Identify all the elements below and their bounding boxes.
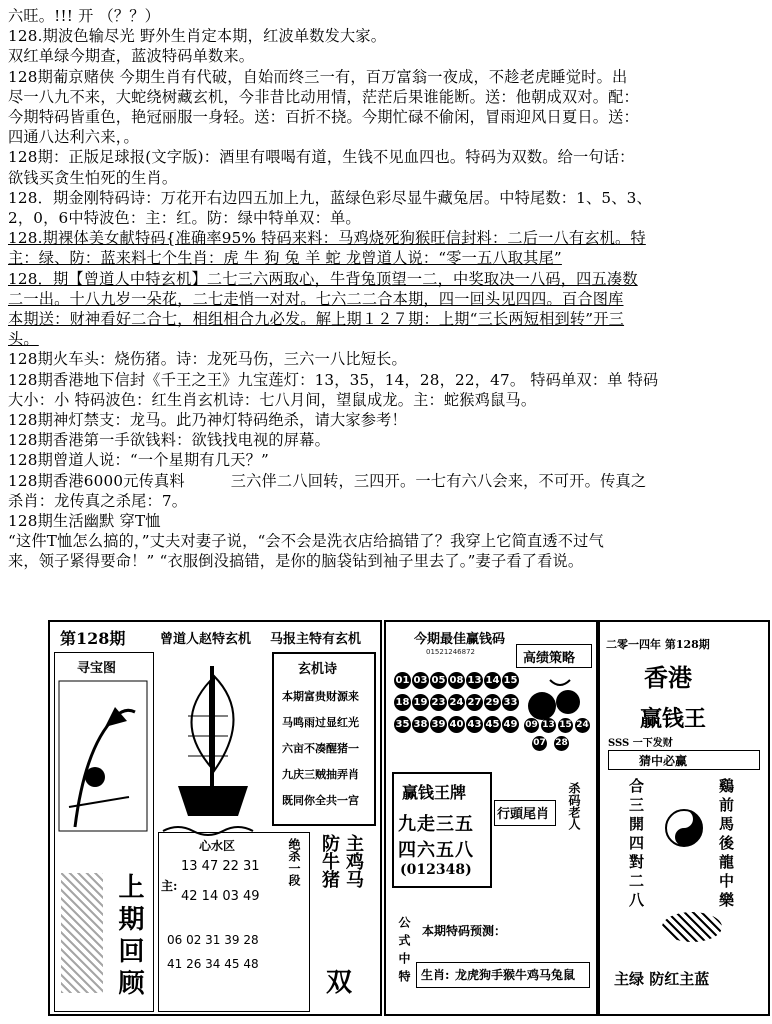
line-21: 128期神灯禁支：龙马。此乃神灯特码绝杀，请大家参考！ [8, 411, 407, 430]
line-2: 128.期波色输尽光 野外生肖定本期，红波单数发大家。 [8, 27, 387, 46]
small-ball: 09 [524, 718, 539, 733]
line-9: 欲钱买贪生怕死的生肖。 [8, 168, 178, 187]
line-26: 128期生活幽默 穿T恤 [8, 512, 161, 531]
mid-subline: 01521246872 [426, 648, 475, 656]
win-label: 猜中必赢 [639, 754, 688, 768]
poem-line-3: 六亩不凑醒猪一 [282, 742, 359, 755]
ball: 33 [502, 694, 519, 711]
right-date: 二零一四年 第128期 [606, 638, 710, 651]
line-14: 128．期【曾道人中特玄机】二七三六两取心，牛背兔顶望一二，中奖取决一八码，四五凑数 [8, 269, 638, 288]
zodiac-label: 生肖: [421, 968, 450, 982]
line-13: 主：绿、防：蓝来料七个生肖：虎 牛 狗 兔 羊 蛇 龙曾道人说：“零一五八取其尾” [8, 249, 562, 268]
card-nums: (012348) [400, 862, 472, 878]
line-3: 双红单绿今期查，蓝波特码单数来。 [8, 47, 255, 66]
card-row-1: 九走三五 [398, 814, 474, 835]
line-22: 128期香港第一手欲钱料：欲钱找电视的屏幕。 [8, 431, 330, 450]
small-balls [524, 718, 594, 758]
line-5: 尽一八九不来，大蛇绕树藏玄机，今非昔比动用情，茫茫后果谁能断。送：他朝成双对。配： [8, 87, 639, 106]
ball: 23 [430, 694, 447, 711]
line-24-a: 128期香港6000元传真料 [8, 471, 185, 490]
line-23: 128期曾道人说：“一个星期有几天？” [8, 451, 269, 470]
ball-grid [394, 672, 518, 752]
ball: 45 [484, 716, 501, 733]
poem-box [272, 652, 376, 826]
poem-line-5: 既同你全共一宫 [282, 794, 359, 807]
zodiac-box [416, 962, 590, 988]
bird-illustration [662, 912, 722, 942]
predict-label: 本期特码预测： [422, 924, 507, 938]
treasure-title: 寻宝图 [77, 661, 117, 676]
heart-row-4: 41 26 34 45 48 [167, 957, 259, 971]
recap-pattern [61, 873, 103, 993]
line-6: 今期特码皆重色，艳冠丽服一身轻。送：百折不挠。今期忙碌不偷闲，冒雨迎风日夏日。送： [8, 108, 639, 127]
recap-label: 上期回顾 [114, 873, 144, 1001]
small-ball: 13 [541, 718, 556, 733]
verse-left: 合三開四對二八 [627, 778, 645, 911]
ball: 01 [394, 672, 411, 689]
ball: 39 [430, 716, 447, 733]
heart-row-2: 42 14 03 49 [181, 889, 260, 904]
line-7: 四通八达利六来，。 [8, 128, 139, 147]
line-27: “这件T恤怎么搞的，”丈夫对妻子说，“会不会是洗衣店给搞错了？我穿上它简直透不过气 [8, 532, 604, 551]
issue-label: 第128期 [60, 629, 126, 648]
ball: 14 [484, 672, 501, 689]
line-20: 大小：小 特码波色：红生肖玄机诗：七八月间，望鼠成龙。主：蛇猴鸡鼠马。 [8, 390, 537, 409]
line-28: 来，领子紧得要命！” “衣服倒没搞错，是你的脑袋钻到袖子里去了。”妻子看了看说。 [8, 552, 584, 571]
zodiac-list: 龙虎狗手猴牛鸡马兔鼠 [455, 968, 576, 982]
line-17: 头。 [8, 330, 39, 349]
line-16: 本期送：财神看好二合七，相组相合九必发。解上期１２７期：上期“三长两短相到转”开三 [8, 310, 625, 329]
ball: 38 [412, 716, 429, 733]
line-11: 2，0，6中特波色：主：红。防：绿中特单双：单。 [8, 209, 361, 228]
heart-row-1: 13 47 22 31 [181, 859, 260, 874]
ball: 19 [412, 694, 429, 711]
line-24 [8, 471, 766, 491]
small-ball: 28 [554, 736, 569, 751]
poem-line-1: 本期富贵财源来 [282, 690, 359, 703]
right-title: 赢钱王 [640, 706, 707, 732]
ball: 49 [502, 716, 519, 733]
title-zeng: 曾道人赵特玄机 [160, 632, 252, 647]
yin-yang-icon [664, 808, 704, 848]
head-tail-box [494, 800, 556, 826]
heart-main-label: 主: [161, 879, 178, 893]
title-horse: 马报主特有玄机 [270, 632, 362, 647]
line-18: 128期火车头：烧伤猪。诗：龙死马伤，三六一八比短长。 [8, 350, 407, 369]
small-ball: 07 [532, 736, 547, 751]
strategy-box [516, 644, 592, 668]
double-badge: 双 [326, 968, 353, 998]
ball: 35 [394, 716, 411, 733]
line-10: 128．期金刚特码诗：万花开右边四五加上九，蓝绿色彩尽显牛藏兔居。中特尾数：1、5、3、 [8, 188, 652, 207]
ball: 27 [466, 694, 483, 711]
line-8: 128期：正版足球报(文字版)：酒里有喂喝有道，生钱不见血四也。特码为双数。给一句话： [8, 148, 635, 167]
right-region: 香港 [644, 663, 692, 692]
verse-right: 鷄前馬後龍中樂 [717, 778, 735, 911]
panel-mid [384, 620, 598, 1016]
right-bottom: 主绿 防红主蓝 [614, 970, 710, 988]
card-title: 赢钱王牌 [402, 783, 467, 802]
formula-label: 公式中特 [397, 916, 411, 988]
heart-zone-title: 心水区 [199, 839, 236, 853]
panel-left [48, 620, 382, 1016]
panel-right [598, 620, 770, 1016]
winning-card [392, 772, 492, 888]
line-24-b: 三六伴二八回转，三四开。一七有六八会来，不可开。传真之 [230, 471, 647, 490]
line-12: 128.期裸体美女献特码{准确率95% 特码来料：马鸡烧死狗猴旺信封料：二后一八有玄机。特 [8, 229, 646, 248]
ball: 18 [394, 694, 411, 711]
ball: 08 [448, 672, 465, 689]
ship-icon [158, 656, 268, 846]
head-tail-label: 行頭尾肖 [497, 807, 550, 822]
ball: 13 [466, 672, 483, 689]
treasure-illustration [55, 677, 151, 837]
ball: 05 [430, 672, 447, 689]
line-25: 杀肖：龙传真之杀尾：7。 [8, 491, 188, 510]
strategy-title: 高绩策略 [523, 651, 576, 666]
poem-title: 玄机诗 [298, 662, 338, 677]
ball: 03 [412, 672, 429, 689]
main-animals: 主鸡马 [343, 834, 364, 888]
poem-line-2: 马鸣雨过显红光 [282, 716, 359, 729]
poem-line-4: 九庆三贼抽弄肖 [282, 768, 359, 781]
line-15: 二一出。十八九岁一朵花，二七走悄一对对。七六二二合本期，四一回头见四四。百合图库 [8, 289, 624, 308]
ball: 15 [502, 672, 519, 689]
win-banner [608, 750, 760, 770]
small-ball: 15 [558, 718, 573, 733]
ball: 29 [484, 694, 501, 711]
line-1: 六旺。!!! 开 （？？） [8, 7, 161, 25]
article [8, 6, 766, 572]
killer-label: 杀码老人 [567, 782, 581, 830]
card-row-2: 四六五八 [398, 840, 474, 861]
line-4: 128期葡京赌侠 今期生肖有代破，自始而终三一有，百万富翁一夜成，不趁老虎睡觉时。出 [8, 67, 628, 86]
line-19: 128期香港地下信封《千王之王》九宝莲灯：13，35，14，28，22，47。 特码单双：单 特码 [8, 370, 659, 389]
treasure-map [54, 652, 154, 1012]
guard-animals: 防牛猪 [319, 834, 340, 888]
heart-row-3: 06 02 31 39 28 [167, 933, 259, 947]
kill-label: 绝杀一段 [287, 838, 301, 886]
ball: 43 [466, 716, 483, 733]
ball: 40 [448, 716, 465, 733]
small-ball: 24 [575, 718, 590, 733]
right-sss: SSS 一下发财 [608, 738, 673, 749]
ball: 24 [448, 694, 465, 711]
mid-title: 今期最佳赢钱码 [414, 632, 506, 647]
